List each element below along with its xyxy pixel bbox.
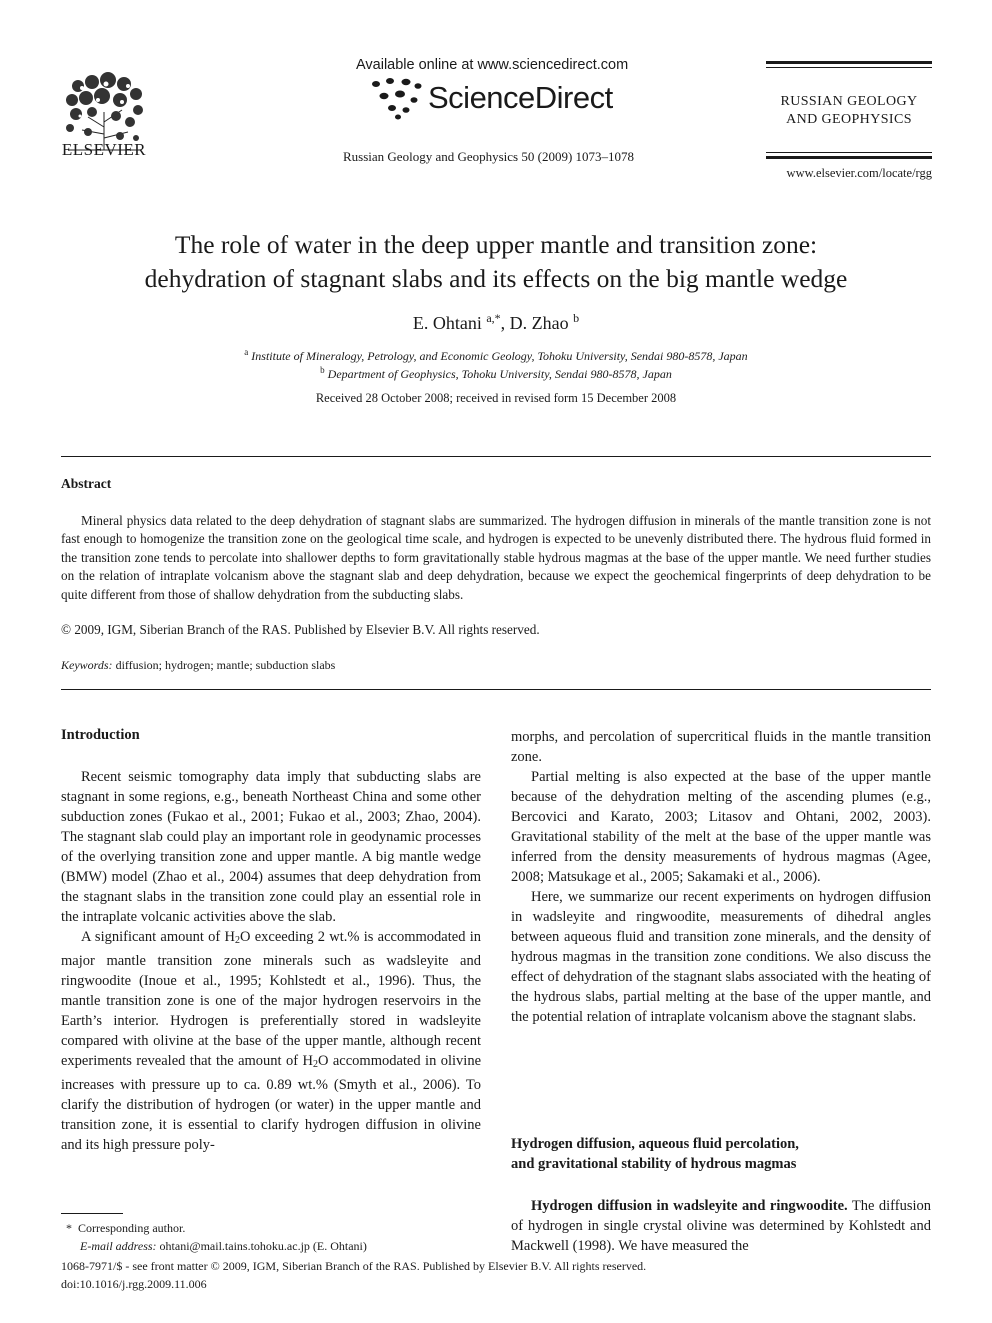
introduction-heading: Introduction	[61, 727, 140, 743]
abstract-heading: Abstract	[61, 476, 112, 491]
email-label: E-mail address:	[80, 1239, 157, 1253]
sciencedirect-availability-text: Available online at www.sciencedirect.com	[356, 57, 629, 73]
elsevier-wordmark: ELSEVIER	[61, 140, 147, 159]
keywords-label: Keywords:	[61, 658, 113, 672]
intro-paragraph-4: Here, we summarize our recent experiments on hydrogen diffusion in wadsleyite and ringwoodite, measurements of dihedral angles between aqueous fluid and transition zone minerals, and the density of hydrous magmas in the transition zone conditions. We also discuss the effect of dehydration of the stagnant slabs associated with the heating of the hydrous slabs, partial melting at the base of the upper mantle, and the potential relation of intraplate volcanism above the stagnant slabs.	[511, 889, 931, 1025]
issn-line: 1068-7971/$ - see front matter © 2009, IGM, Siberian Branch of the RAS. Published by Elsevier B.V. All rights reserved.	[61, 1259, 647, 1273]
abstract-text: Mineral physics data related to the deep dehydration of stagnant slabs are summarized. The hydrogen diffusion in minerals of the mantle transition zone is not fast enough to homogenize the transition zone on the geological time scale, and hydrogen is expected to be unevenly distributed there. The hydrous fluid formed in the transition zone tends to percolate into shallower depths to form gravitationally stable hydrous magmas at the base of the upper mantle. We need further studies on the relation of intraplate volcanism above the stagnant slab and deep dehydration, because we expect the geochemical fingerprints of deep dehydration to be quite different from those of shallow dehydration from the subducting slabs.	[61, 513, 931, 602]
intro-paragraph-3: Partial melting is also expected at the base of the upper mantle because of the dehydration melting of the ascending plumes (e.g., Bercovici and Karato, 2003; Litasov and Ohtani, 2002, 2003). Gravitational stability of the melt at the base of the upper mantle was inferred from the density measurements of hydrous magmas (Agee, 2008; Matsukage et al., 2005; Sakamaki et al., 2006).	[511, 769, 931, 885]
sciencedirect-wordmark: ScienceDirect	[428, 80, 613, 115]
right-column-top	[511, 727, 931, 1027]
email-address-link[interactable]: ohtani@mail.tains.tohoku.ac.jp (E. Ohtani)	[156, 1239, 367, 1253]
affiliation-b	[60, 365, 932, 382]
section-2-heading-line2: and gravitational stability of hydrous magmas	[511, 1156, 797, 1172]
journal-url-link[interactable]: www.elsevier.com/locate/rgg	[786, 166, 932, 180]
corresponding-author-mark: *	[66, 1221, 72, 1235]
journal-name-line2: AND GEOPHYSICS	[786, 112, 912, 127]
journal-name-top-thin-rule	[766, 67, 932, 68]
doi-link[interactable]: doi:10.1016/j.rgg.2009.11.006	[61, 1277, 207, 1291]
subsection-paragraph	[511, 1196, 931, 1256]
journal-name	[768, 93, 930, 129]
left-column	[61, 767, 481, 1155]
h2o-subscript: 2	[234, 935, 240, 946]
intro-p2-part-c: O accommodated in olivine increases with pressure up to ca. 0.89 wt.% (Smyth et al., 2006). To clarify the distribution of hydrogen (or water) in the upper mantle and transition zone, it is essential to clarify hydrogen diffusion in olivine and its high pressure poly-	[61, 1053, 481, 1153]
intro-paragraph-2	[61, 927, 481, 1155]
abstract-copyright: © 2009, IGM, Siberian Branch of the RAS. Published by Elsevier B.V. All rights reserved.	[61, 622, 540, 637]
intro-paragraph-1: Recent seismic tomography data imply that subducting slabs are stagnant in some regions, e.g., beneath Northeast China and some other subduction zones (Fukao et al., 2001; Fukao et al., 2003; Zhao, 2004). The stagnant slab could play an important role in geodynamic processes of the overlying transition zone and upper mantle. A big mantle wedge (BMW) model (Zhao et al., 2004) assumes that deep dehydration from the stagnant slabs in the transition zone could play an essential role in the intraplate volcanic activities above the slab.	[61, 769, 481, 925]
affiliation-a-text: Institute of Mineralogy, Petrology, and Economic Geology, Tohoku University, Sendai 980-8578, Japan	[251, 349, 748, 363]
intro-p2-part-b: O exceeding 2 wt.% is accommodated in major mantle transition zone minerals such as wadsleyite and ringwoodite (Inoue et al., 1995; Kohlstedt et al., 1996). Thus, the mantle transition zone is one of the major hydrogen reservoirs in the Earth’s interior. Hydrogen is preferentially stored in wadsleyite compared with olivine at the base of the upper mantle, although recent experiments revealed that the amount of H	[61, 929, 481, 1069]
subsection-heading: Hydrogen diffusion in wadsleyite and ringwoodite.	[531, 1198, 848, 1214]
right-column-bottom	[511, 1196, 931, 1256]
author-zhao[interactable]: , D. Zhao	[500, 313, 574, 333]
affiliation-a-mark: a	[244, 347, 249, 357]
abstract-bottom-rule	[61, 689, 931, 690]
journal-name-bottom-thin-rule	[766, 152, 932, 153]
corresponding-author-label: Corresponding author.	[78, 1221, 186, 1235]
affiliation-b-text: Department of Geophysics, Tohoku University, Sendai 980-8578, Japan	[327, 367, 672, 381]
journal-name-line1: RUSSIAN GEOLOGY	[780, 94, 918, 109]
intro-paragraph-2-continued: morphs, and percolation of supercritical fluids in the mantle transition zone.	[511, 729, 931, 765]
section-2-heading-line1: Hydrogen diffusion, aqueous fluid percolation,	[511, 1136, 799, 1152]
author-ohtani[interactable]: E. Ohtani	[412, 313, 487, 333]
author-list	[60, 311, 932, 334]
email-note	[80, 1239, 367, 1254]
author-ohtani-affiliation-mark[interactable]: a,*	[486, 311, 501, 325]
journal-name-bottom-rule	[766, 156, 932, 159]
article-title-line2: dehydration of stagnant slabs and its effects on the big mantle wedge	[144, 264, 848, 293]
article-title	[60, 228, 932, 296]
journal-citation: Russian Geology and Geophysics 50 (2009) 1073–1078	[343, 149, 635, 164]
abstract-top-rule	[61, 456, 931, 457]
author-zhao-affiliation-mark[interactable]: b	[573, 311, 580, 325]
keywords-list: diffusion; hydrogen; mantle; subduction slabs	[112, 658, 336, 672]
affiliation-b-mark: b	[320, 365, 325, 375]
sciencedirect-dots-icon	[370, 76, 422, 120]
footnote-rule	[61, 1213, 123, 1214]
intro-p2-part-a: A significant amount of H	[81, 929, 235, 945]
journal-name-top-rule	[766, 61, 932, 64]
subsection-text: The diffusion of hydrogen in single crystal olivine was determined by Kohlstedt and Mackwell (1998). We have measured the	[511, 1198, 931, 1254]
received-dates: Received 28 October 2008; received in revised form 15 December 2008	[315, 391, 677, 405]
corresponding-author-note	[66, 1221, 185, 1236]
keywords	[61, 658, 335, 673]
section-2-heading	[511, 1134, 799, 1174]
affiliation-a	[60, 347, 932, 364]
h2o-subscript: 2	[312, 1059, 318, 1070]
article-title-line1: The role of water in the deep upper mantle and transition zone:	[174, 230, 818, 259]
